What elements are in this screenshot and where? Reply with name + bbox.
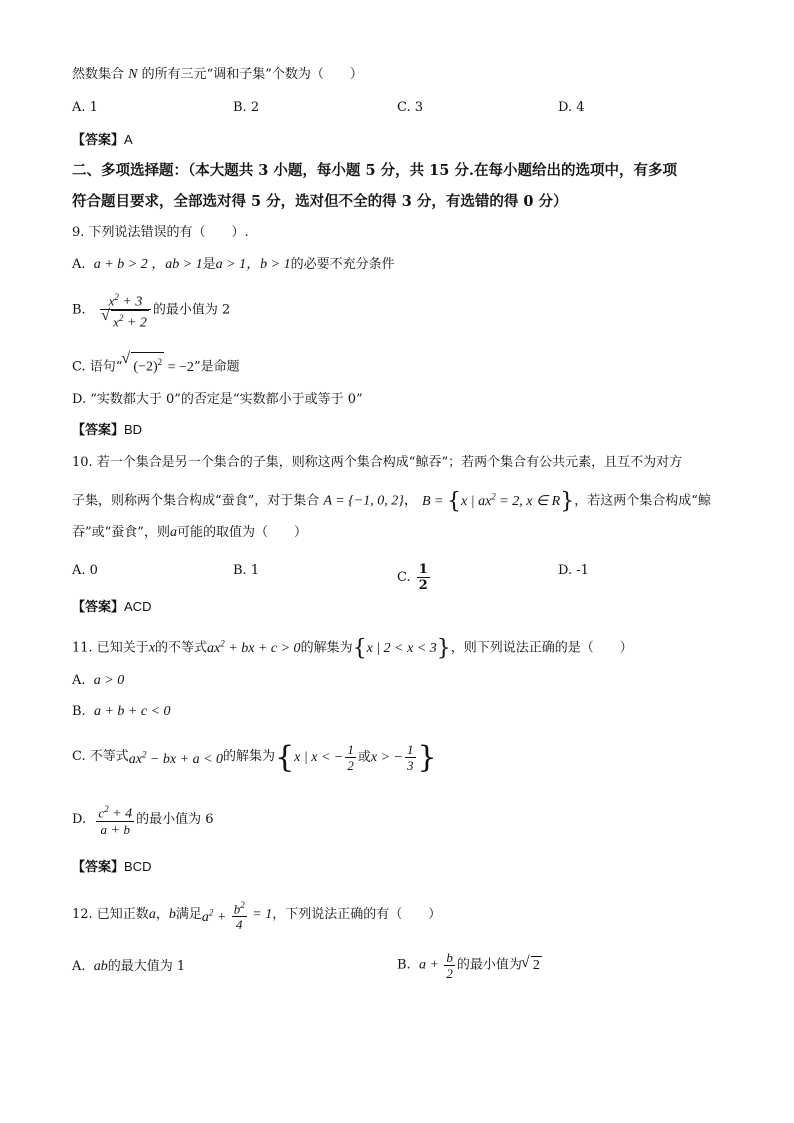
q9-option-b bbox=[72, 290, 230, 330]
q8-options bbox=[72, 99, 732, 117]
q10-set-b: B = {x | $ax^2 = 2$, x ∈ R} bbox=[421, 488, 575, 514]
q11-answer bbox=[72, 858, 151, 877]
q11-c-inequality: $ax^2$ − bx + a < 0 bbox=[128, 749, 224, 768]
q8-var-n: N bbox=[128, 67, 138, 82]
q9-b-fraction: $x^2 + 3$ √ $x^2 + 2$ bbox=[100, 290, 151, 331]
q11-stem-text: 11. 已知关于 bbox=[72, 640, 149, 656]
q10-option-b: B. 1 bbox=[233, 563, 260, 578]
q9-stem: 9. 下列说法错误的有（ ）. bbox=[72, 225, 249, 240]
q12-stem-text: 12. 已知正数 bbox=[72, 906, 149, 922]
q10-line2-text-2: ，若这两个集合构成“鲸 bbox=[574, 493, 711, 509]
section-heading-line2: 符合题目要求，全部选对得 5 分，选对但不全的得 3 分，有选错的得 0 分） bbox=[72, 193, 568, 210]
q9-c-label: C. 语句“ bbox=[72, 359, 123, 375]
q11-stem-text-2: 的不等式 bbox=[155, 640, 208, 656]
q8-tail-text-2: 的所有三元“调和子集”个数为（ ） bbox=[141, 67, 363, 82]
q10-set-a: A = {−1, 0, 2} bbox=[323, 493, 404, 509]
q10-line3-text: 吞”或“蚕食”，则 bbox=[72, 525, 170, 540]
q10-c-den: 2 bbox=[418, 578, 428, 593]
q10-line2-text: 子集，则称两个集合构成“蚕食”，对于集合 bbox=[72, 493, 320, 509]
q10-option-d: D. -1 bbox=[558, 563, 589, 578]
answer-value: A bbox=[124, 132, 133, 147]
q12-stem-text-4: ，下列说法正确的有（ ） bbox=[272, 906, 442, 922]
q11-c-label: C. 不等式 bbox=[72, 749, 129, 765]
q12-b-label: B. bbox=[397, 957, 411, 973]
q8-option-a: A. 1 bbox=[72, 100, 98, 115]
q9-option-a bbox=[72, 256, 395, 274]
q10-stem-line2: 子集，则称两个集合构成“蚕食”，对于集合 A = {−1, 0, 2}， B = {x | $ax^2 = 2$, x ∈ R}，若这两个集合构成“鲸 bbox=[72, 488, 711, 514]
q9-a-label: A. bbox=[72, 257, 86, 272]
answer-value: ACD bbox=[124, 599, 152, 614]
q12-option-a: A. ab的最大值为 1 bbox=[72, 959, 186, 974]
q9-a-text: 是 bbox=[202, 257, 216, 272]
q12-b-sqrt2: √ 2 bbox=[522, 956, 542, 975]
q9-option-c bbox=[72, 352, 240, 377]
q11-option-b: B. a + b + c < 0 bbox=[72, 704, 171, 719]
q11-d-text: 的最小值为 6 bbox=[136, 812, 214, 828]
q11-inequality: $ax^2$ + bx + c > 0 bbox=[207, 638, 301, 656]
q9-c-text: ”是命题 bbox=[193, 359, 240, 375]
q12-stem: 12. 已知正数a，b满足$a^2$ + $\frac{b^2}{4}$ = 1，下列说法正确的有（ ） bbox=[72, 900, 442, 933]
q8-stem-tail bbox=[72, 66, 363, 84]
answer-tag: 【答案】 bbox=[72, 860, 125, 875]
q8-option-b: B. 2 bbox=[233, 100, 260, 115]
q12-stem-text-3: 满足 bbox=[175, 906, 202, 922]
q12-stem-text-2: ， bbox=[155, 906, 169, 922]
q9-c-math: √ $(-2)^2 = -2$ bbox=[122, 360, 194, 375]
q12-a-label: A. bbox=[72, 959, 86, 974]
q9-a-math-2: a > 1，b > 1 bbox=[215, 257, 291, 272]
q10-options bbox=[72, 562, 732, 593]
q11-solution-set: {x | 2 < x < 3} bbox=[352, 635, 451, 661]
q9-b-label: B. bbox=[72, 302, 86, 318]
q12-b-text: 的最小值为 bbox=[456, 957, 522, 973]
q11-option-c bbox=[72, 739, 437, 782]
q11-stem-text-3: 的解集为 bbox=[300, 640, 353, 656]
q10-option-c-fraction bbox=[417, 562, 430, 593]
section-heading-line1: 二、多项选择题：（本大题共 3 小题，每小题 5 分，共 15 分.在每小题给出的选项中，有多项 bbox=[72, 162, 677, 179]
q9-a-math: a + b > 2 ，ab > 1 bbox=[93, 257, 203, 272]
q10-option-c bbox=[397, 562, 432, 593]
q8-tail-text: 然数集合 bbox=[72, 67, 125, 82]
answer-value: BD bbox=[124, 422, 143, 437]
answer-value: BCD bbox=[124, 859, 152, 874]
q9-b-text: 的最小值为 2 bbox=[152, 302, 231, 318]
q8-option-c: C. 3 bbox=[397, 100, 424, 115]
q10-answer bbox=[72, 598, 151, 617]
q8-option-d: D. 4 bbox=[558, 100, 585, 115]
q10-stem-line1: 10. 若一个集合是另一个集合的子集，则称这两个集合构成“鲸吞”；若两个集合有公共元素，且互不为对方 bbox=[72, 455, 683, 470]
q11-c-text: 的解集为 bbox=[223, 749, 276, 765]
answer-tag: 【答案】 bbox=[72, 423, 125, 438]
q8-answer bbox=[72, 131, 133, 150]
answer-tag: 【答案】 bbox=[72, 600, 125, 615]
answer-tag: 【答案】 bbox=[72, 133, 125, 148]
q10-var-a: a bbox=[169, 525, 177, 540]
q12-options bbox=[72, 950, 732, 986]
q11-a-label: A. bbox=[72, 673, 86, 688]
q10-option-a: A. 0 bbox=[72, 563, 98, 578]
q11-c-set: {x | x < − $\frac{1}{2}$ 或x > − $\frac{1}{3}$ } bbox=[275, 739, 437, 775]
q11-stem: 11. 已知关于x的不等式$ax^2$ + bx + c > 0的解集为{x | 2 < x < 3}，则下列说法正确的是（ ） bbox=[72, 635, 633, 661]
q12-option-b: B. a + $\frac{b}{2}$ 的最小值为√ 2 bbox=[397, 950, 542, 981]
q10-option-c-label: C. bbox=[397, 570, 411, 585]
q11-option-a: A. a > 0 bbox=[72, 673, 125, 688]
q11-d-fraction: $\frac{c^2 + 4}{a + b}$ bbox=[98, 804, 133, 839]
q10-stem-line3 bbox=[72, 524, 307, 542]
q11-stem-text-4: ，则下列说法正确的是（ ） bbox=[450, 640, 633, 656]
q9-option-d: D. “实数都大于 0”的否定是“实数都小于或等于 0” bbox=[72, 392, 363, 407]
q11-b-label: B. bbox=[72, 704, 86, 719]
q9-a-tail: 的必要不充分条件 bbox=[290, 257, 395, 272]
q10-line3-text-2: 可能的取值为（ ） bbox=[176, 525, 307, 540]
q9-answer bbox=[72, 421, 142, 440]
q12-condition: $a^2$ + $\frac{b^2}{4}$ = 1 bbox=[201, 900, 273, 933]
q11-d-label: D. bbox=[72, 812, 87, 828]
q12-a-text: 的最大值为 1 bbox=[107, 959, 186, 974]
q11-c-or: 或 bbox=[357, 749, 371, 765]
q10-c-num: 1 bbox=[418, 562, 428, 577]
q11-option-d bbox=[72, 802, 214, 842]
